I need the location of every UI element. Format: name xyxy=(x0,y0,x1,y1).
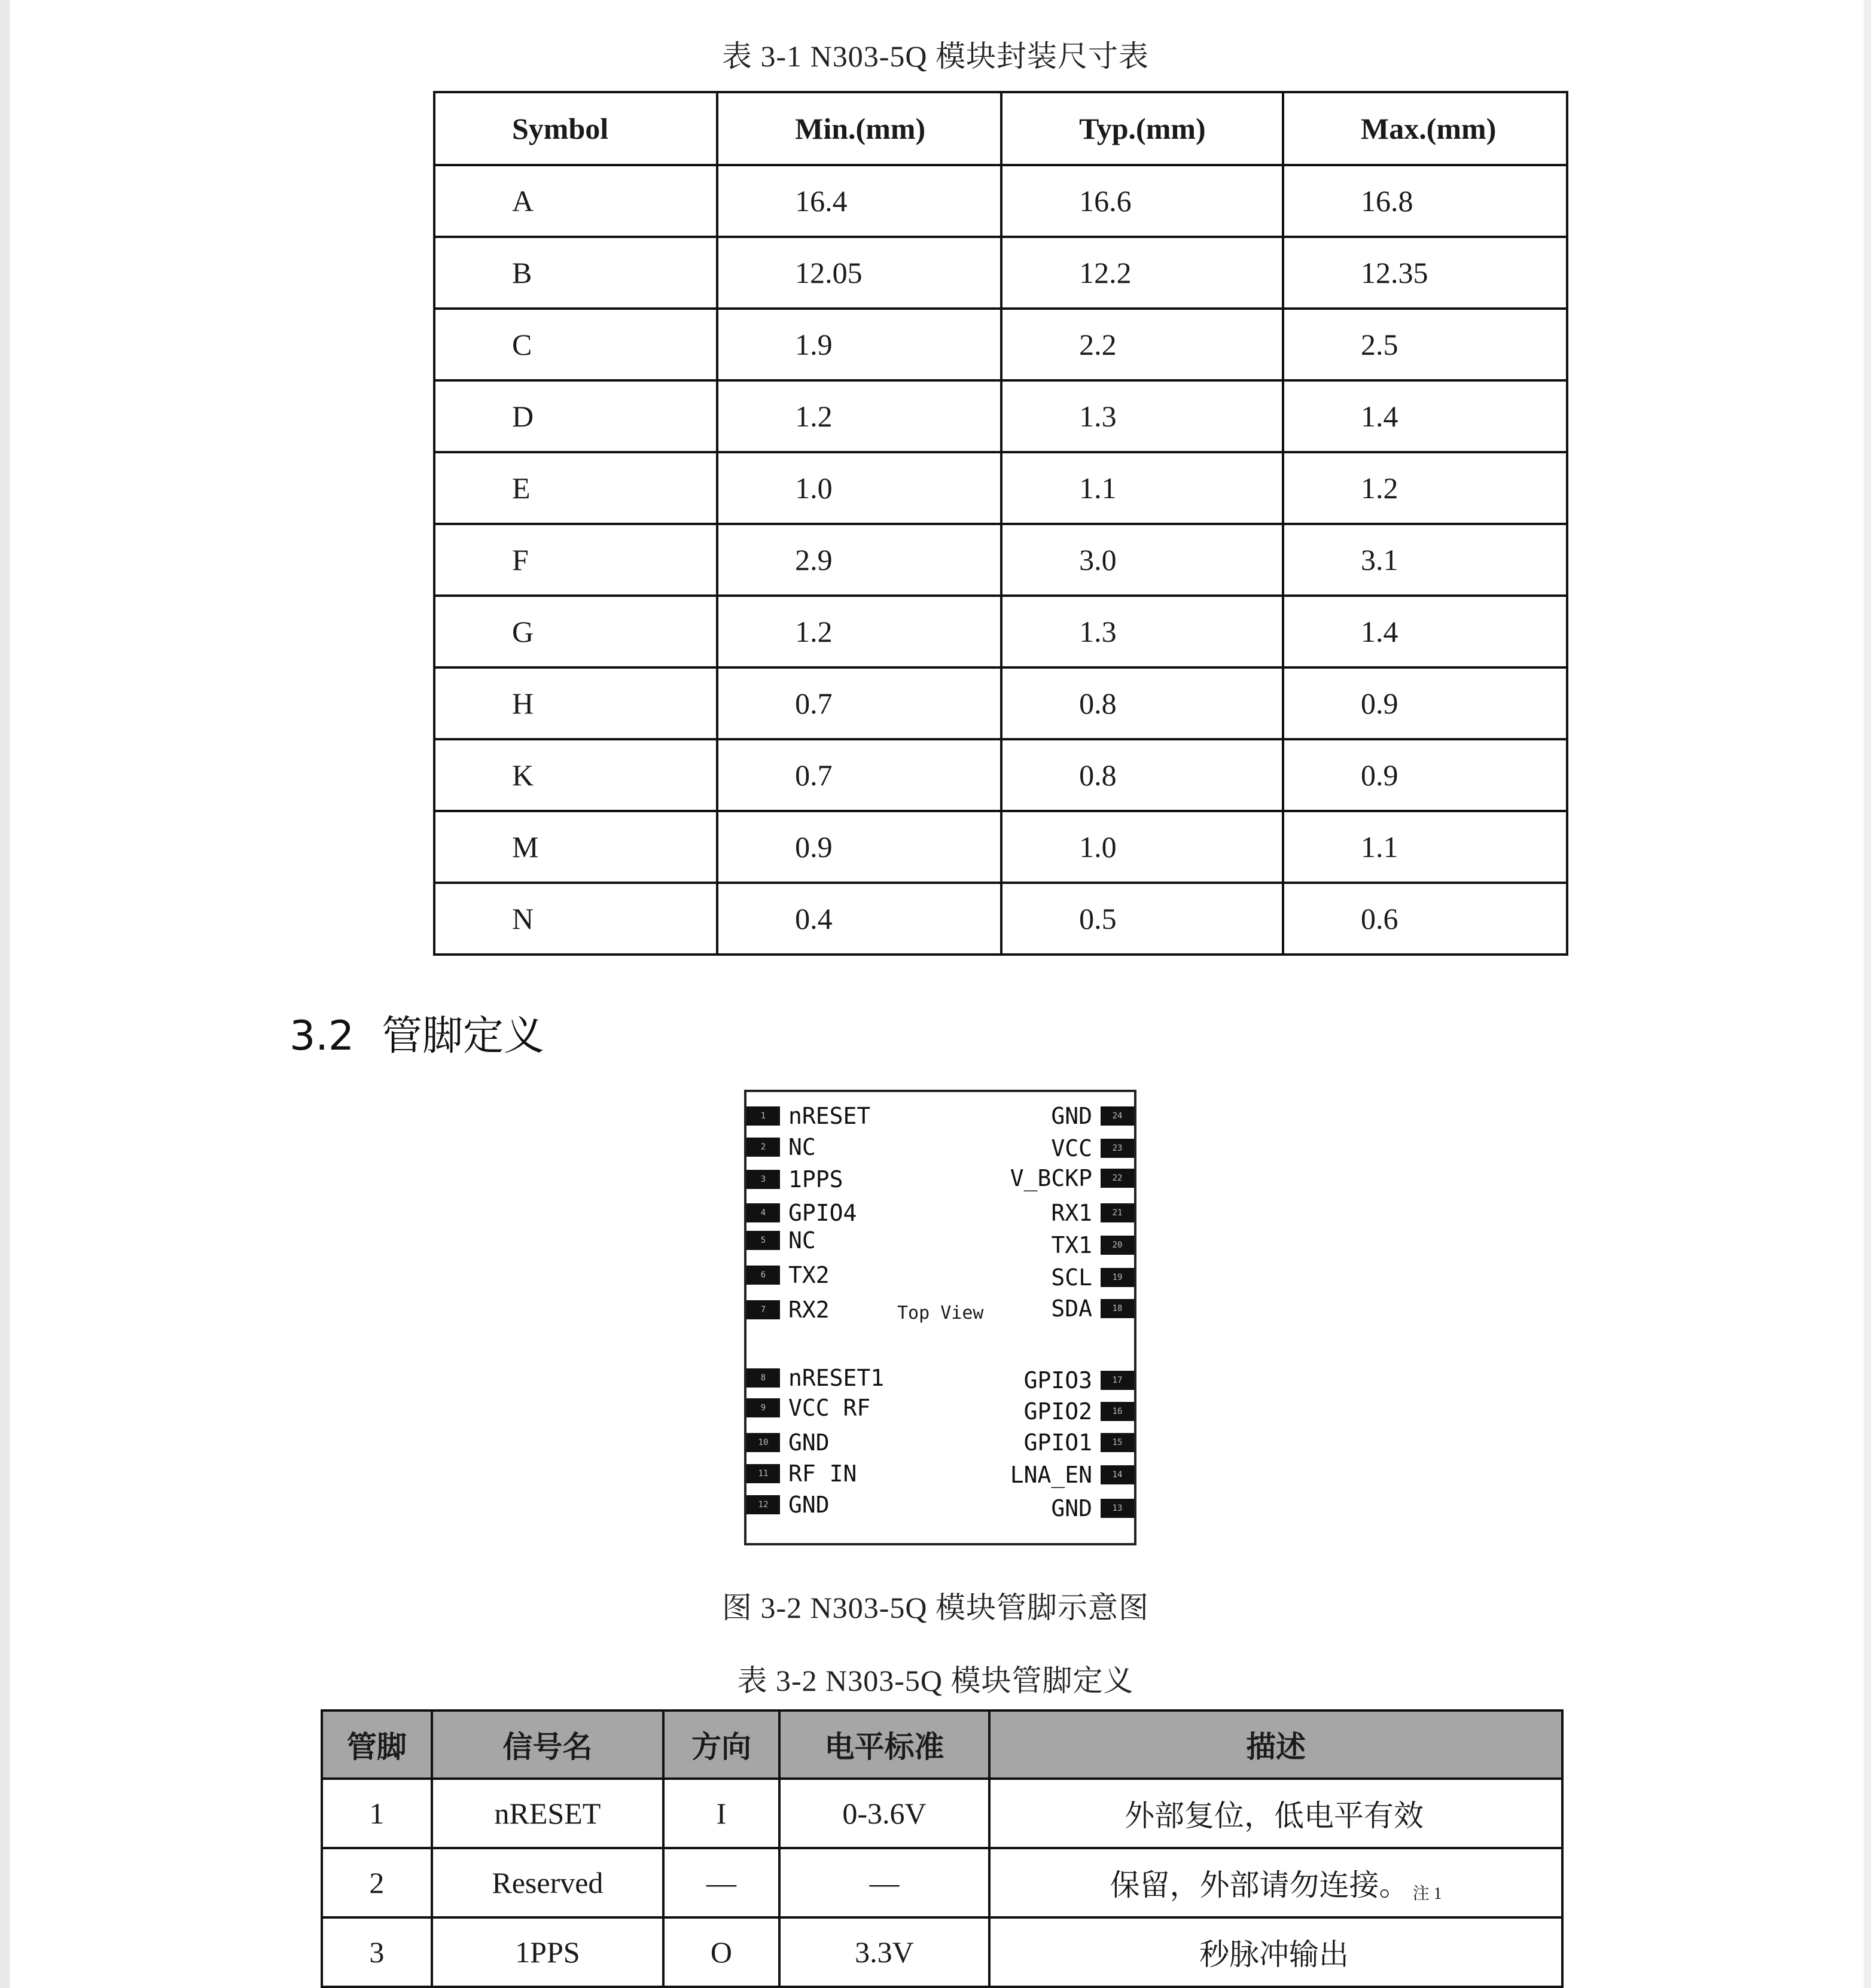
top-view-label: Top View xyxy=(897,1303,984,1324)
footnote-marker: 注 1 xyxy=(1412,1885,1442,1903)
pin-pad: 10 xyxy=(746,1433,780,1452)
pin-left xyxy=(746,1298,830,1322)
pin-pad: 24 xyxy=(1101,1106,1134,1126)
pin-right xyxy=(1051,1496,1134,1520)
pin-label: nRESET xyxy=(788,1103,871,1129)
pin-label: NC xyxy=(788,1227,816,1254)
table-cell: 0.9 xyxy=(1283,739,1567,811)
table-cell: 16.4 xyxy=(717,165,1001,237)
pin-left xyxy=(746,1431,830,1455)
table-cell xyxy=(432,1848,663,1917)
header-cell: Typ.(mm) xyxy=(1001,92,1283,165)
pin-label: TX2 xyxy=(788,1262,830,1288)
table-cell: 0.9 xyxy=(1283,667,1567,739)
table-cell: 16.6 xyxy=(1001,165,1283,237)
pin-label: V_BCKP xyxy=(1010,1165,1092,1191)
pin-pad: 23 xyxy=(1101,1139,1134,1158)
table-cell: H xyxy=(434,667,717,739)
pin-label: GND xyxy=(788,1492,830,1518)
pin-definition-table xyxy=(321,1709,1564,1988)
table-caption: 表 3-2 N303-5Q 模块管脚定义 xyxy=(737,1664,1134,1697)
table-row xyxy=(322,1917,1562,1987)
pin-left xyxy=(746,1462,857,1486)
table-cell: 0.8 xyxy=(1001,739,1283,811)
pin-left xyxy=(746,1366,884,1390)
cell-text: — xyxy=(706,1866,736,1899)
table-cell: 0.6 xyxy=(1283,883,1567,955)
table-cell: 12.35 xyxy=(1283,237,1567,309)
table-row xyxy=(434,309,1567,380)
cell-text: I xyxy=(716,1797,727,1830)
pin-label: RF IN xyxy=(788,1460,857,1487)
table-cell: 0.4 xyxy=(717,883,1001,955)
header-cell: 电平标准 xyxy=(779,1710,989,1779)
table-cell xyxy=(322,1848,432,1917)
section-title: 管脚定义 xyxy=(382,1013,545,1060)
pin-right xyxy=(1051,1297,1134,1321)
table-cell: C xyxy=(434,309,717,380)
table-cell xyxy=(779,1848,989,1917)
table-row xyxy=(434,237,1567,309)
pin-label: TX1 xyxy=(1051,1232,1092,1258)
pin-pad: 15 xyxy=(1101,1433,1134,1452)
pin-label: GPIO4 xyxy=(788,1200,857,1226)
pin-pad: 22 xyxy=(1101,1169,1134,1188)
pin-pad: 2 xyxy=(746,1138,780,1157)
header-cell: Symbol xyxy=(434,92,717,165)
table-cell xyxy=(779,1779,989,1848)
pin-left xyxy=(746,1493,830,1517)
pin-pad: 1 xyxy=(746,1106,780,1126)
pin-pad: 21 xyxy=(1101,1203,1134,1222)
table-cell: 1.2 xyxy=(1283,452,1567,524)
table-cell: 1.3 xyxy=(1001,596,1283,667)
table-cell xyxy=(432,1779,663,1848)
table-header-row xyxy=(322,1710,1562,1779)
table-cell: 2.5 xyxy=(1283,309,1567,380)
table-cell: 3.0 xyxy=(1001,524,1283,596)
dimension-table xyxy=(433,91,1568,956)
table-cell: 1.0 xyxy=(1001,811,1283,883)
pin-label: VCC xyxy=(1051,1135,1092,1161)
pin-right xyxy=(1024,1431,1134,1455)
table-cell: G xyxy=(434,596,717,667)
pin-pad: 19 xyxy=(1101,1268,1134,1287)
table-cell xyxy=(322,1779,432,1848)
pin-label: 1PPS xyxy=(788,1166,843,1193)
table-cell: N xyxy=(434,883,717,955)
cell-text: Reserved xyxy=(492,1866,604,1899)
table-cell: 2.2 xyxy=(1001,309,1283,380)
pin-pad: 6 xyxy=(746,1266,780,1285)
table-cell xyxy=(432,1917,663,1987)
pin-pad: 20 xyxy=(1101,1236,1134,1255)
table-cell: 12.2 xyxy=(1001,237,1283,309)
table-row xyxy=(434,524,1567,596)
pin-pad: 16 xyxy=(1101,1402,1134,1421)
cell-text: 3 xyxy=(369,1935,385,1969)
table-cell: 1.9 xyxy=(717,309,1001,380)
table-cell: 12.05 xyxy=(717,237,1001,309)
table-cell: 2.9 xyxy=(717,524,1001,596)
table-cell: D xyxy=(434,380,717,452)
table-cell: 0.7 xyxy=(717,667,1001,739)
table-cell: 1.2 xyxy=(717,380,1001,452)
table-header-row xyxy=(434,92,1567,165)
table-cell: 3.1 xyxy=(1283,524,1567,596)
pin-label: RX1 xyxy=(1051,1200,1092,1226)
table-cell: E xyxy=(434,452,717,524)
pin-pad: 13 xyxy=(1101,1499,1134,1518)
section-heading xyxy=(290,1004,544,1062)
pin-label: LNA_EN xyxy=(1010,1462,1092,1488)
table-cell xyxy=(989,1848,1562,1917)
pin-right xyxy=(1051,1104,1134,1128)
table-cell xyxy=(989,1779,1562,1848)
pin-pad: 8 xyxy=(746,1368,780,1388)
header-cell: Max.(mm) xyxy=(1283,92,1567,165)
pin-pad: 4 xyxy=(746,1203,780,1222)
pin-pad: 9 xyxy=(746,1398,780,1417)
table-row xyxy=(434,165,1567,237)
pin-label: NC xyxy=(788,1134,816,1160)
header-cell: 管脚 xyxy=(322,1710,432,1779)
pin-diagram xyxy=(744,1090,1136,1545)
pin-left xyxy=(746,1167,843,1191)
cell-text: 1 xyxy=(369,1797,385,1830)
pin-pad: 7 xyxy=(746,1300,780,1319)
table-cell: 1.4 xyxy=(1283,380,1567,452)
header-cell: 描述 xyxy=(989,1710,1562,1779)
pin-label: VCC RF xyxy=(788,1395,871,1421)
cell-text: 3.3V xyxy=(855,1935,914,1969)
pin-left xyxy=(746,1201,857,1225)
table-cell xyxy=(663,1848,779,1917)
pin-right xyxy=(1010,1463,1134,1487)
pin-right xyxy=(1051,1266,1134,1289)
table-row xyxy=(322,1848,1562,1917)
pin-label: GPIO1 xyxy=(1023,1429,1092,1456)
table-row xyxy=(434,596,1567,667)
pin-pad: 11 xyxy=(746,1464,780,1483)
table-row xyxy=(434,811,1567,883)
cell-text: nRESET xyxy=(494,1797,601,1830)
table-cell: 1.4 xyxy=(1283,596,1567,667)
table-cell: 1.1 xyxy=(1283,811,1567,883)
pin-right xyxy=(1051,1201,1134,1225)
table-row xyxy=(434,380,1567,452)
table-cell: M xyxy=(434,811,717,883)
cell-text: 保留，外部请勿连接。 xyxy=(1110,1868,1409,1902)
cell-text: 2 xyxy=(369,1866,385,1899)
pin-left xyxy=(746,1228,816,1252)
pin-left xyxy=(746,1263,830,1287)
table-cell: 16.8 xyxy=(1283,165,1567,237)
pin-right xyxy=(1010,1166,1134,1190)
header-cell: Min.(mm) xyxy=(717,92,1001,165)
table-cell: B xyxy=(434,237,717,309)
pin-label: SCL xyxy=(1051,1264,1092,1291)
table-row xyxy=(434,667,1567,739)
pin-label: GND xyxy=(788,1429,830,1456)
pin-label: GND xyxy=(1051,1103,1092,1129)
table-row xyxy=(434,883,1567,955)
pin-right xyxy=(1051,1233,1134,1257)
table-cell: 0.5 xyxy=(1001,883,1283,955)
pin-label: GPIO3 xyxy=(1023,1367,1092,1394)
table-row xyxy=(434,739,1567,811)
table-cell xyxy=(663,1917,779,1987)
cell-text: 秒脉冲输出 xyxy=(1199,1938,1349,1971)
pin-right xyxy=(1051,1136,1134,1160)
pin-left xyxy=(746,1396,870,1420)
cell-text: O xyxy=(710,1935,733,1969)
table-cell: 1.1 xyxy=(1001,452,1283,524)
pin-label: RX2 xyxy=(788,1297,830,1323)
table-cell: 1.2 xyxy=(717,596,1001,667)
table-cell: 0.9 xyxy=(717,811,1001,883)
pin-pad: 18 xyxy=(1101,1299,1134,1318)
pin-label: SDA xyxy=(1051,1295,1092,1322)
pin-pad: 3 xyxy=(746,1170,780,1189)
pin-pad: 14 xyxy=(1101,1465,1134,1484)
pin-pad: 17 xyxy=(1101,1371,1134,1390)
pin-label: nRESET1 xyxy=(788,1365,885,1391)
table-caption: 表 3-1 N303-5Q 模块封装尺寸表 xyxy=(721,39,1150,73)
cell-text: 1PPS xyxy=(515,1935,580,1969)
table-row xyxy=(434,452,1567,524)
header-cell: 方向 xyxy=(663,1710,779,1779)
table-cell xyxy=(989,1917,1562,1987)
pin-pad: 5 xyxy=(746,1231,780,1250)
figure-caption: 图 3-2 N303-5Q 模块管脚示意图 xyxy=(721,1591,1150,1624)
cell-text: — xyxy=(869,1866,900,1899)
table-cell: A xyxy=(434,165,717,237)
table-cell: 0.8 xyxy=(1001,667,1283,739)
table-row xyxy=(322,1779,1562,1848)
table-cell: 1.3 xyxy=(1001,380,1283,452)
pin-label: GND xyxy=(1051,1495,1092,1522)
cell-text: 外部复位，低电平有效 xyxy=(1125,1799,1424,1833)
pin-pad: 12 xyxy=(746,1495,780,1514)
pin-label: GPIO2 xyxy=(1023,1398,1092,1425)
pin-right xyxy=(1024,1368,1134,1392)
pin-left xyxy=(746,1104,870,1128)
pin-right xyxy=(1024,1399,1134,1423)
table-cell xyxy=(663,1779,779,1848)
table-cell: 1.0 xyxy=(717,452,1001,524)
section-number: 3.2 xyxy=(290,1013,355,1060)
table-cell: 0.7 xyxy=(717,739,1001,811)
table-cell xyxy=(322,1917,432,1987)
header-cell: 信号名 xyxy=(432,1710,663,1779)
table-cell: F xyxy=(434,524,717,596)
table-cell: K xyxy=(434,739,717,811)
pin-left xyxy=(746,1135,816,1159)
table-cell xyxy=(779,1917,989,1987)
cell-text: 0-3.6V xyxy=(842,1797,927,1830)
